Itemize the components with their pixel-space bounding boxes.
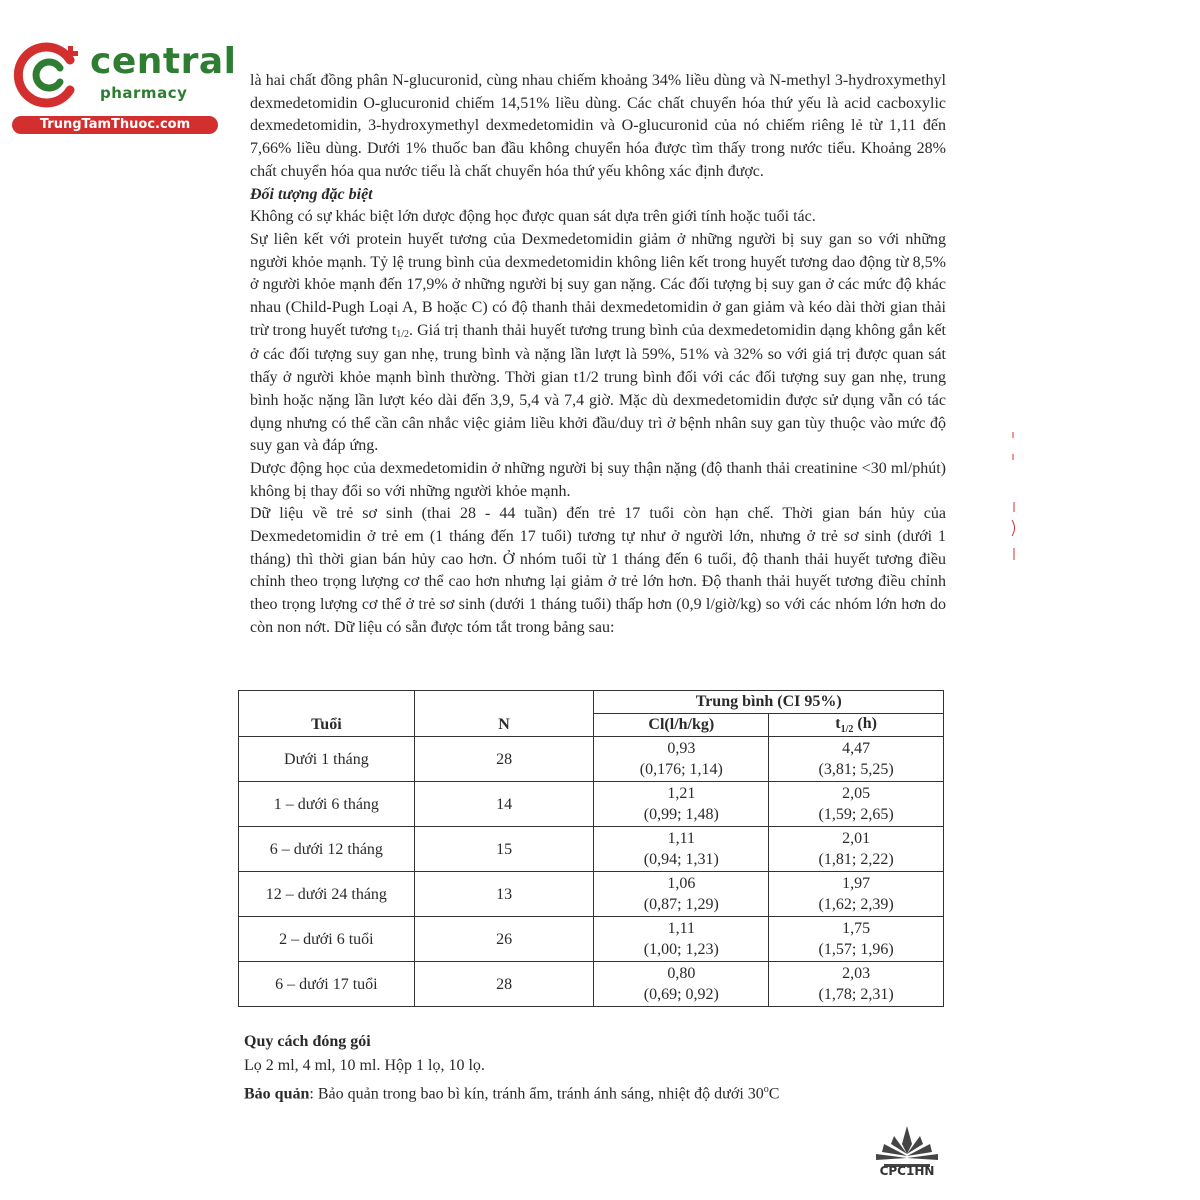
age-cell: 1 – dưới 6 tháng	[239, 782, 415, 827]
clearance-value: 0,93	[667, 740, 696, 757]
half-life-subscript: 1/2	[396, 328, 409, 340]
paragraph-pediatric: Dữ liệu về trẻ sơ sinh (thai 28 - 44 tuần) đến trẻ 17 tuổi còn hạn chế. Thời gian bán hủy của Dexmedetomidin ở trẻ em (1 tháng đến 17 tuổi) tương tự như ở người lớn, nhưng ở trẻ sơ sinh (dưới 1 tháng) thì thời gian bán hủy cao hơn. Ở nhóm tuổi từ 1 tháng đến 6 tuổi, độ thanh thải huyết tương điều chỉnh theo trọng lượng cơ thể cao hơn nhưng lại giảm ở trẻ lớn hơn. Độ thanh thải huyết tương điều chỉnh theo trọng lượng cơ thể ở trẻ sơ sinh (dưới 1 tháng tuổi) thấp hơn (0,9 l/giờ/kg) so với các nhóm lớn hơn do còn non nớt. Dữ liệu có sẵn được tóm tắt trong bảng sau:	[250, 505, 946, 636]
n-cell: 28	[414, 962, 594, 1007]
clearance-cell	[594, 827, 769, 872]
clearance-ci: (0,69; 0,92)	[643, 986, 719, 1003]
document-body	[250, 70, 946, 640]
half-life-value: 2,03	[842, 965, 871, 982]
half-life-cell	[769, 827, 944, 872]
table-header-blank	[414, 691, 594, 714]
half-life-sub: 1/2	[840, 724, 854, 736]
half-life-cell	[769, 737, 944, 782]
pediatric-pk-table	[238, 690, 944, 1007]
half-life-value: 2,01	[842, 830, 871, 847]
table-row	[239, 782, 944, 827]
clearance-ci: (1,00; 1,23)	[643, 941, 719, 958]
n-cell: 26	[414, 917, 594, 962]
intro-paragraph: là hai chất đồng phân N-glucuronid, cùng nhau chiếm khoảng 34% liều dùng và N-methyl 3-hydroxymethyl dexmedetomidin O-glucuronid chiếm 14,51% liều dùng. Các chất chuyển hóa thứ yếu là acid cacboxylic dexmedetomidin, 3-hydroxymethyl dexmedetomidin và O-glucuronid của nó chiếm riêng lẻ từ 1,11 đến 7,66% liều dùng. Dưới 1% thuốc ban đầu không chuyển hóa được tìm thấy trong nước tiểu. Khoảng 28% chất chuyển hóa qua nước tiểu là chất chuyển hóa thứ yếu không xác định được.	[250, 72, 946, 180]
footer-brand: CPC1HN	[879, 1164, 935, 1178]
clearance-ci: (0,99; 1,48)	[643, 806, 719, 823]
half-life-value: 1,75	[842, 920, 871, 937]
table-row	[239, 872, 944, 917]
half-life-symbol: t	[835, 714, 841, 732]
half-life-value: 1,97	[842, 875, 871, 892]
half-life-ci: (1,57; 1,96)	[818, 941, 894, 958]
central-pharmacy-logo-icon	[12, 40, 84, 108]
column-header-clearance: Cl(l/h/kg)	[594, 714, 769, 737]
half-life-cell	[769, 872, 944, 917]
clearance-cell	[594, 962, 769, 1007]
clearance-value: 1,06	[667, 875, 696, 892]
paragraph-hepatic	[250, 229, 946, 458]
column-header-age: Tuổi	[239, 714, 415, 737]
margin-scan-mark	[1008, 430, 1018, 473]
brand-website: TrungTamThuoc.com	[12, 116, 218, 134]
table-row	[239, 827, 944, 872]
hepatic-text-part2: . Giá trị thanh thải huyết tương trung bình của dexmedetomidin dạng không gắn kết ở các đối tượng suy gan nhẹ, trung bình và nặng lần lượt là 59%, 51% và 32% so với giá trị được quan sát thấy ở người khỏe mạnh bình thường. Thời gian t1/2 trung bình đối với các đối tượng suy gan nhẹ, trung bình hoặc nặng lần lượt kéo dài đến 3,9, 5,4 và 7,4 giờ. Mặc dù dexmedetomidin được sử dụng vẫn có tác dụng nhưng có thể cần cân nhắc việc giảm liều khởi đầu/duy trì ở bệnh nhân suy gan tùy thuộc vào mức độ suy gan và đáp ứng.	[250, 321, 947, 455]
brand-name: central	[90, 41, 237, 82]
half-life-value: 2,05	[842, 785, 871, 802]
table-row	[239, 962, 944, 1007]
paragraph-renal: Dược động học của dexmedetomidin ở những người bị suy thận nặng (độ thanh thải creatinine <30 ml/phút) không bị thay đổi so với những người khỏe mạnh.	[250, 459, 946, 500]
n-cell: 13	[414, 872, 594, 917]
half-life-cell	[769, 962, 944, 1007]
age-cell: 6 – dưới 12 tháng	[239, 827, 415, 872]
packaging-storage-section	[244, 1030, 944, 1106]
scan-mark-icon	[1008, 500, 1020, 570]
section-heading: Đối tượng đặc biệt	[250, 185, 373, 203]
column-header-half-life	[769, 714, 944, 737]
clearance-cell	[594, 872, 769, 917]
clearance-value: 1,11	[667, 920, 696, 937]
age-cell: 2 – dưới 6 tuổi	[239, 917, 415, 962]
clearance-value: 0,80	[667, 965, 696, 982]
table-header-blank	[239, 691, 415, 714]
scan-mark-icon	[1008, 430, 1018, 470]
age-cell: 12 – dưới 24 tháng	[239, 872, 415, 917]
age-cell: Dưới 1 tháng	[239, 737, 415, 782]
storage-text: : Bảo quản trong bao bì kín, tránh ẩm, tránh ánh sáng, nhiệt độ dưới 30	[309, 1085, 764, 1103]
clearance-cell	[594, 782, 769, 827]
clearance-ci: (0,176; 1,14)	[639, 761, 723, 778]
half-life-ci: (3,81; 5,25)	[818, 761, 894, 778]
clearance-ci: (0,87; 1,29)	[643, 896, 719, 913]
clearance-ci: (0,94; 1,31)	[643, 851, 719, 868]
clearance-cell	[594, 737, 769, 782]
brand-logo	[10, 38, 237, 138]
half-life-cell	[769, 782, 944, 827]
half-life-ci: (1,62; 2,39)	[818, 896, 894, 913]
paragraph-gender-age: Không có sự khác biệt lớn dược động học được quan sát dựa trên giới tính hoặc tuổi tác.	[250, 208, 816, 226]
half-life-ci: (1,81; 2,22)	[818, 851, 894, 868]
n-cell: 15	[414, 827, 594, 872]
table-row	[239, 917, 944, 962]
clearance-value: 1,11	[667, 830, 696, 847]
storage-line	[244, 1078, 944, 1105]
age-cell: 6 – dưới 17 tuổi	[239, 962, 415, 1007]
storage-label: Bảo quản	[244, 1085, 310, 1103]
half-life-ci: (1,78; 2,31)	[818, 986, 894, 1003]
half-life-unit: (h)	[853, 714, 877, 732]
half-life-ci: (1,59; 2,65)	[818, 806, 894, 823]
clearance-value: 1,21	[667, 785, 696, 802]
degree-mark: o	[763, 1084, 769, 1095]
half-life-cell	[769, 917, 944, 962]
n-cell: 28	[414, 737, 594, 782]
column-header-n: N	[414, 714, 594, 737]
half-life-value: 4,47	[842, 740, 871, 757]
temperature-unit: C	[768, 1085, 780, 1103]
packaging-text: Lọ 2 ml, 4 ml, 10 ml. Hộp 1 lọ, 10 lọ.	[244, 1057, 485, 1074]
n-cell: 14	[414, 782, 594, 827]
margin-scan-mark	[1008, 500, 1020, 573]
brand-subtitle: pharmacy	[100, 84, 188, 102]
clearance-cell	[594, 917, 769, 962]
packaging-title: Quy cách đóng gói	[244, 1033, 371, 1050]
hepatic-text-part1: Sự liên kết với protein huyết tương của Dexmedetomidin giảm ở những người bị suy gan so với những người khỏe mạnh. Tỷ lệ trung bình của dexmedetomidin không liên kết trong huyết tương dao động từ 8,5% ở người khỏe mạnh đến 17,9% ở những người bị suy gan nặng. Các đối tượng bị suy gan ở các mức độ khác nhau (Child-Pugh Loại A, B hoặc C) có độ thanh thải dexmedetomidin ở gan giảm và kéo dài thời gian thải trừ trong huyết tương t	[250, 230, 946, 339]
table-group-header: Trung bình (CI 95%)	[594, 691, 944, 714]
table-row	[239, 737, 944, 782]
